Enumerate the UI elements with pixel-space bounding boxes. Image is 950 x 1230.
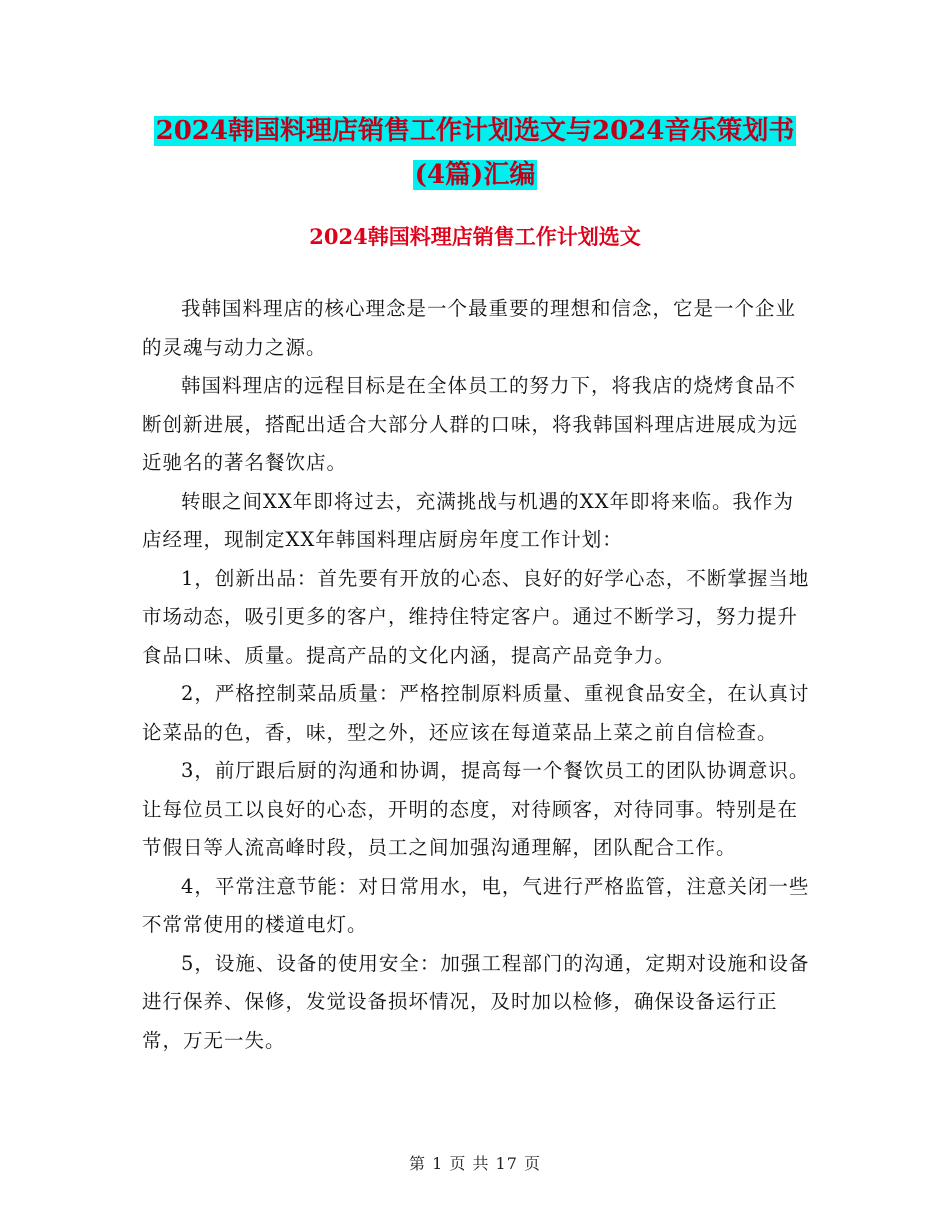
paragraph: 3，前厅跟后厨的沟通和协调，提高每一个餐饮员工的团队协调意识。让每位员工以良好的心态，开明的态度，对待顾客，对待同事。特别是在节假日等人流高峰时段，员工之间加强沟通理解，团队配合工作。 (142, 759, 810, 859)
paragraph: 韩国料理店的远程目标是在全体员工的努力下，将我店的烧烤食品不断创新进展，搭配出适合大部分人群的口味，将我韩国料理店进展成为远近驰名的著名餐饮店。 (142, 374, 799, 474)
page-number-footer: 第 1 页 共 17 页 (409, 1154, 541, 1173)
paragraph: 4，平常注意节能：对日常用水，电，气进行严格监管，注意关闭一些不常常使用的楼道电灯。 (142, 874, 810, 936)
document-title-line-1 (0, 114, 950, 148)
paragraph: 1，创新出品：首先要有开放的心态、良好的好学心态，不断掌握当地市场动态，吸引更多的客户，维持住特定客户。通过不断学习，努力提升食品口味、质量。提高产品的文化内涵，提高产品竞争力。 (142, 566, 810, 667)
title-highlight: 2024韩国料理店销售工作计划选文与2024音乐策划书 (155, 116, 795, 146)
paragraph: 转眼之间XX年即将过去，充满挑战与机遇的XX年即将来临。我作为店经理，现制定XX年韩国料理店厨房年度工作计划： (142, 489, 795, 551)
paragraph: 5，设施、设备的使用安全：加强工程部门的沟通，定期对设施和设备进行保养、保修，发觉设备损坏情况，及时加以检修，确保设备运行正常，万无一失。 (142, 951, 810, 1052)
document-body (142, 290, 812, 1060)
paragraph: 2，严格控制菜品质量：严格控制原料质量、重视食品安全，在认真讨论菜品的色，香，味，型之外，还应该在每道菜品上菜之前自信检查。 (142, 682, 810, 744)
title-highlight: (4篇)汇编 (414, 160, 536, 190)
paragraph: 我韩国料理店的核心理念是一个最重要的理想和信念，它是一个企业的灵魂与动力之源。 (142, 297, 797, 359)
section-title: 2024韩国料理店销售工作计划选文 (309, 224, 641, 249)
document-title-line-2 (0, 158, 950, 192)
